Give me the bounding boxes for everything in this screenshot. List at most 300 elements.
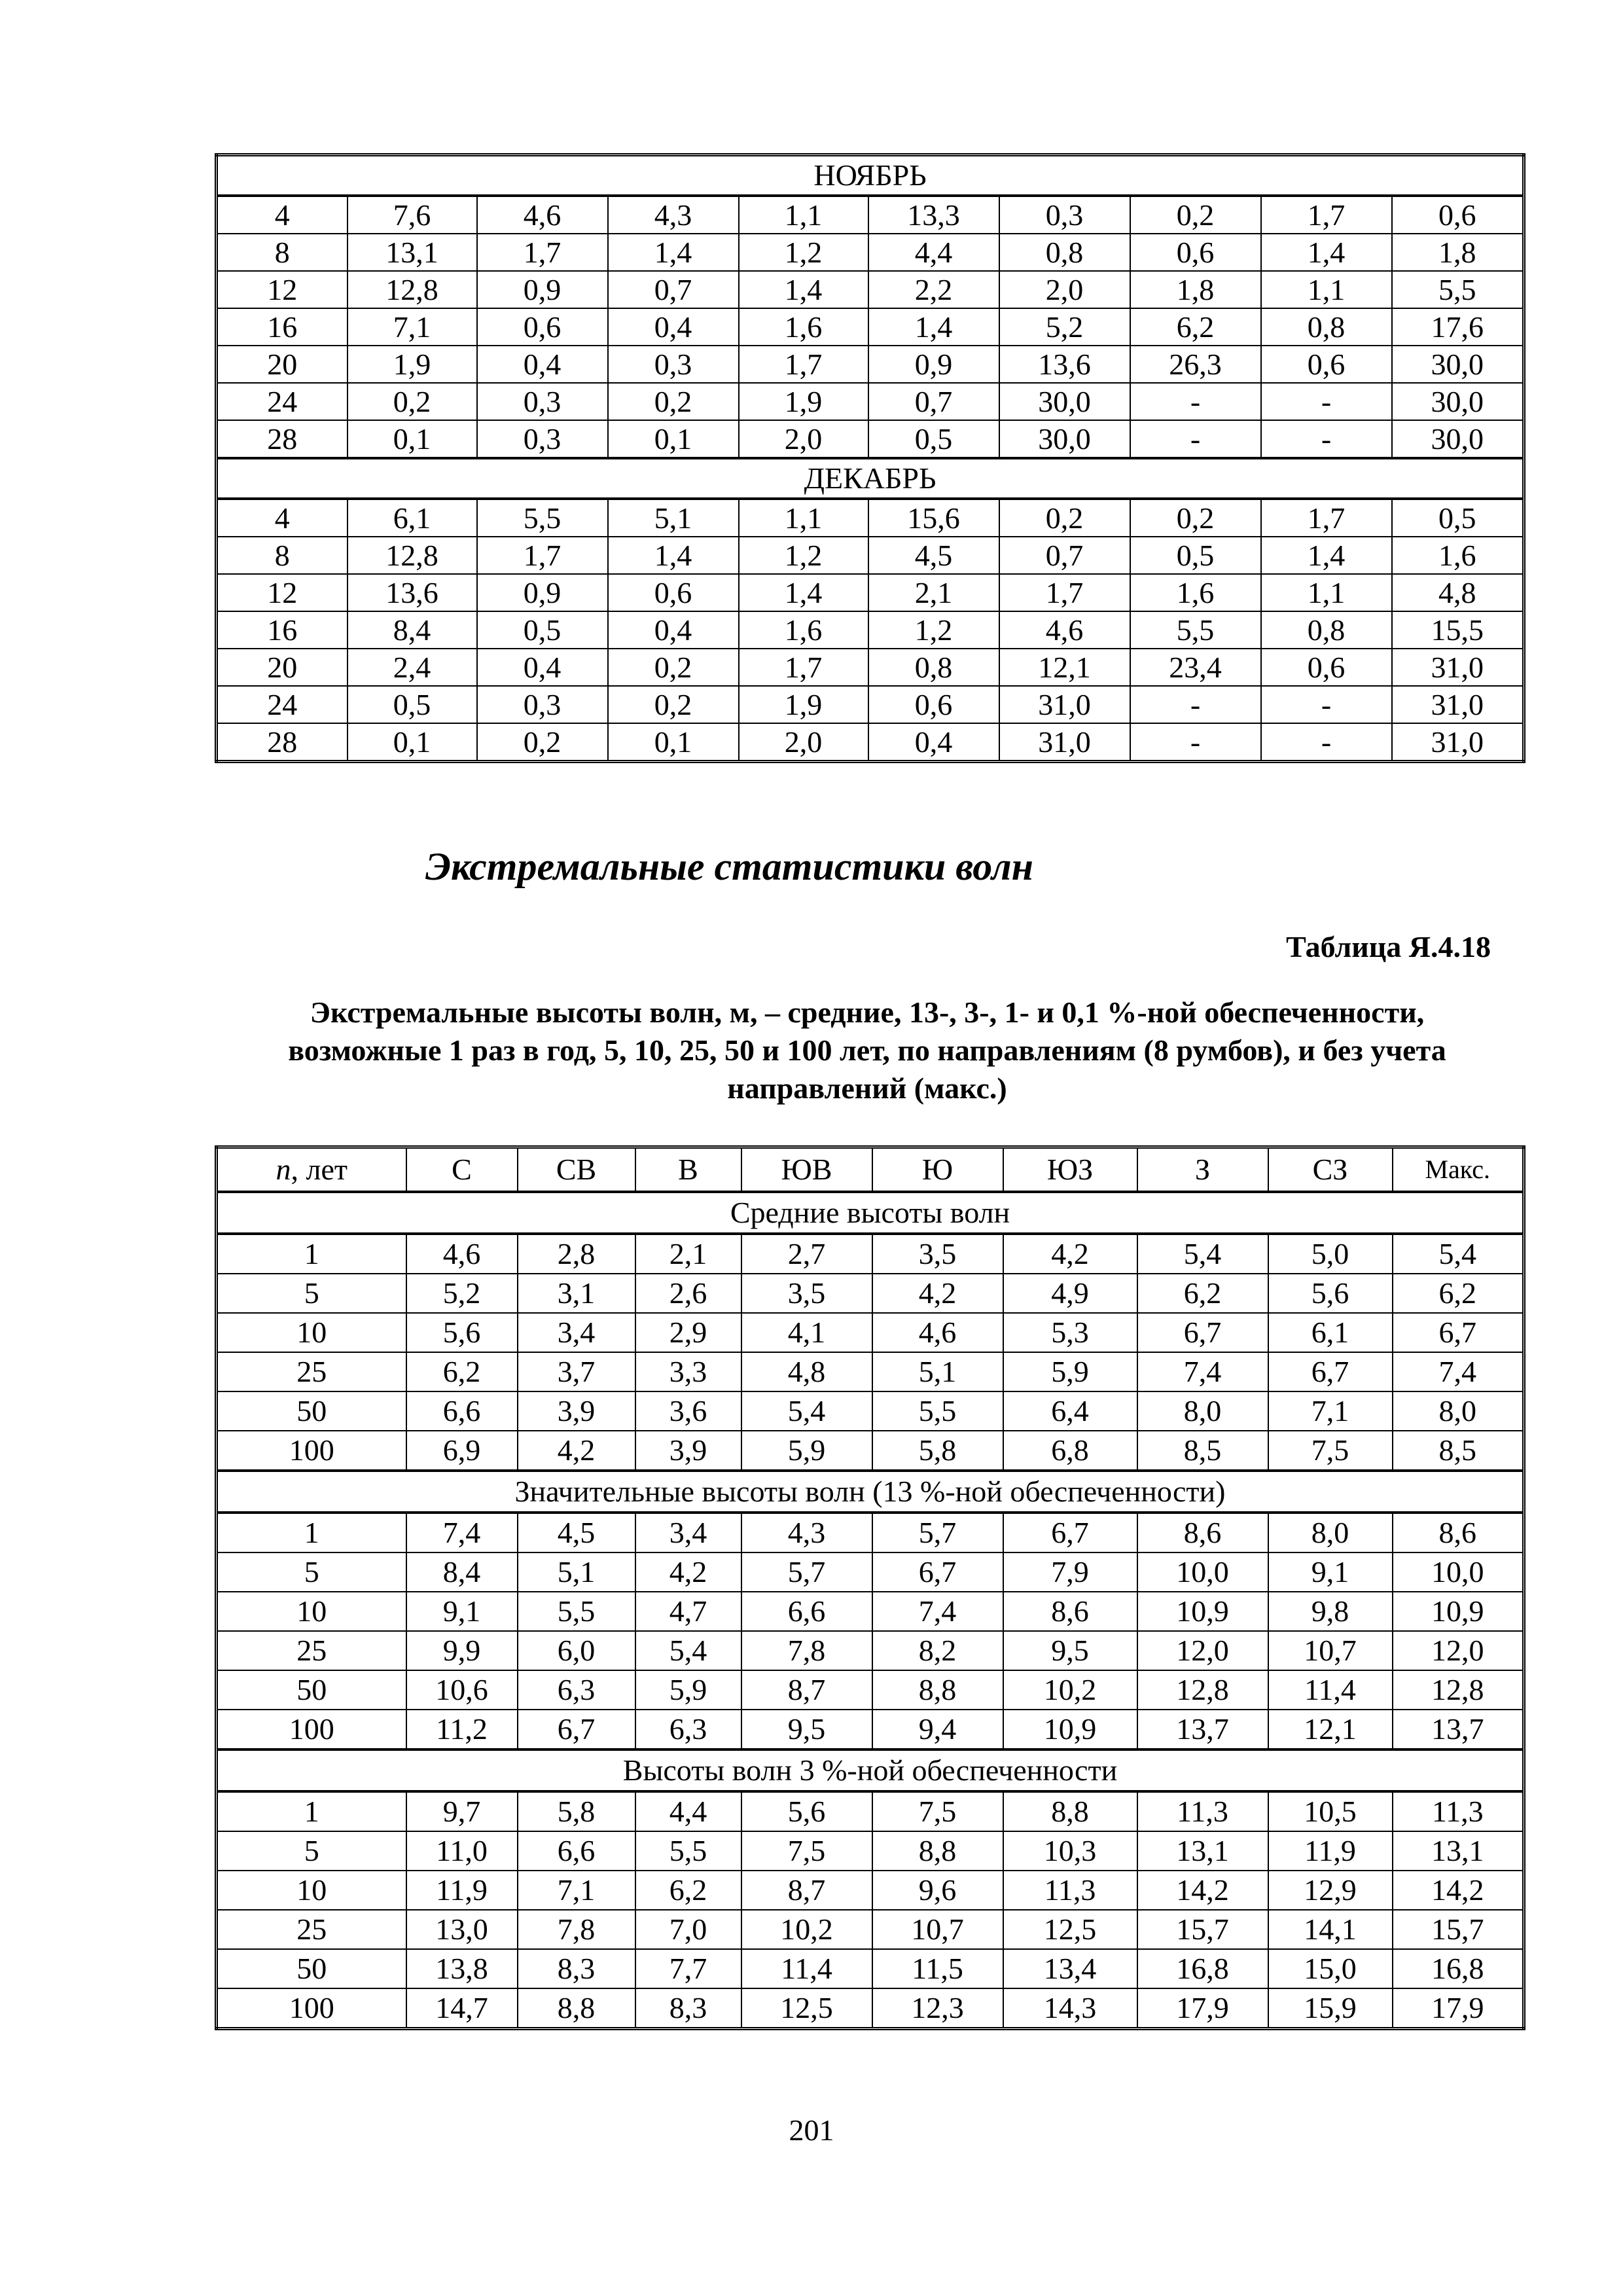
value-cell: 4,9 — [1003, 1274, 1137, 1313]
value-cell: 8,2 — [872, 1631, 1003, 1670]
value-cell: 0,5 — [477, 611, 608, 649]
value-cell: 14,2 — [1137, 1871, 1268, 1910]
value-cell: 0,1 — [608, 420, 739, 458]
row-label-cell: 25 — [217, 1631, 406, 1670]
value-cell: 7,9 — [1003, 1552, 1137, 1592]
value-cell: 0,5 — [348, 686, 477, 723]
value-cell: 12,8 — [348, 537, 477, 574]
table-row — [217, 499, 1524, 537]
value-cell: 4,2 — [518, 1431, 635, 1471]
value-cell: 0,6 — [608, 574, 739, 611]
value-cell: 0,3 — [477, 420, 608, 458]
value-cell: 1,9 — [348, 346, 477, 383]
value-cell: 10,9 — [1137, 1592, 1268, 1631]
row-label-cell: 100 — [217, 1988, 406, 2029]
value-cell: 4,3 — [741, 1513, 872, 1552]
value-cell: 2,0 — [739, 420, 868, 458]
value-cell: - — [1261, 420, 1392, 458]
section-title-row — [217, 458, 1524, 499]
value-cell: 3,5 — [741, 1274, 872, 1313]
row-label-cell: 12 — [217, 574, 348, 611]
header-col: Ю — [872, 1147, 1003, 1193]
value-cell: 6,1 — [1268, 1313, 1393, 1352]
value-cell: 0,4 — [477, 346, 608, 383]
value-cell: 0,2 — [999, 499, 1130, 537]
page-number: 201 — [789, 2113, 834, 2147]
table-row — [217, 1592, 1524, 1631]
value-cell: 8,6 — [1393, 1513, 1524, 1552]
value-cell: 1,1 — [739, 499, 868, 537]
value-cell: 0,8 — [1261, 308, 1392, 346]
value-cell: 0,2 — [608, 686, 739, 723]
value-cell: 4,6 — [999, 611, 1130, 649]
value-cell: 3,9 — [518, 1391, 635, 1431]
table-number: Таблица Я.4.18 — [1286, 930, 1491, 963]
row-label-cell: 28 — [217, 420, 348, 458]
value-cell: 6,7 — [1393, 1313, 1524, 1352]
value-cell: 11,9 — [1268, 1831, 1393, 1871]
value-cell: 0,9 — [477, 574, 608, 611]
value-cell: 11,3 — [1003, 1871, 1137, 1910]
row-label-cell: 10 — [217, 1592, 406, 1631]
value-cell: 1,4 — [608, 537, 739, 574]
value-cell: 1,4 — [1261, 234, 1392, 271]
value-cell: 13,1 — [1137, 1831, 1268, 1871]
value-cell: 7,0 — [635, 1910, 741, 1949]
row-label-cell: 1 — [217, 1513, 406, 1552]
table-row — [217, 234, 1524, 271]
value-cell: 2,9 — [635, 1313, 741, 1352]
value-cell: 13,6 — [999, 346, 1130, 383]
value-cell: 2,6 — [635, 1274, 741, 1313]
n-suffix: , лет — [291, 1153, 348, 1186]
value-cell: 0,1 — [348, 723, 477, 762]
value-cell: 2,1 — [635, 1234, 741, 1274]
value-cell: 4,6 — [406, 1234, 518, 1274]
value-cell: 1,7 — [739, 346, 868, 383]
value-cell: 3,6 — [635, 1391, 741, 1431]
value-cell: 11,5 — [872, 1949, 1003, 1988]
value-cell: 0,5 — [1130, 537, 1261, 574]
value-cell: 12,8 — [1137, 1670, 1268, 1710]
value-cell: 0,8 — [999, 234, 1130, 271]
value-cell: 1,7 — [999, 574, 1130, 611]
row-label-cell: 10 — [217, 1313, 406, 1352]
value-cell: 1,7 — [1261, 499, 1392, 537]
value-cell: 6,2 — [1130, 308, 1261, 346]
value-cell: - — [1261, 723, 1392, 762]
value-cell: 6,7 — [1137, 1313, 1268, 1352]
row-label-cell: 50 — [217, 1949, 406, 1988]
value-cell: 5,3 — [1003, 1313, 1137, 1352]
row-label-cell: 100 — [217, 1710, 406, 1749]
value-cell: 1,6 — [739, 611, 868, 649]
value-cell: 7,1 — [518, 1871, 635, 1910]
value-cell: 4,6 — [477, 196, 608, 234]
value-cell: 0,2 — [477, 723, 608, 762]
value-cell: 0,5 — [868, 420, 999, 458]
value-cell: 8,8 — [872, 1831, 1003, 1871]
value-cell: 2,4 — [348, 649, 477, 686]
value-cell: 1,7 — [739, 649, 868, 686]
value-cell: 0,8 — [1261, 611, 1392, 649]
value-cell: 10,0 — [1393, 1552, 1524, 1592]
row-label-cell: 4 — [217, 196, 348, 234]
value-cell: 3,9 — [635, 1431, 741, 1471]
caption-line: направлений (макс.) — [727, 1071, 1007, 1105]
header-col: С — [406, 1147, 518, 1193]
section-title: ДЕКАБРЬ — [217, 458, 1524, 499]
value-cell: 0,4 — [608, 308, 739, 346]
value-cell: 8,7 — [741, 1670, 872, 1710]
value-cell: 5,7 — [741, 1552, 872, 1592]
value-cell: 0,6 — [477, 308, 608, 346]
row-label-cell: 25 — [217, 1910, 406, 1949]
value-cell: 0,1 — [608, 723, 739, 762]
value-cell: 15,5 — [1392, 611, 1524, 649]
value-cell: 0,6 — [1130, 234, 1261, 271]
table-row — [217, 1710, 1524, 1749]
value-cell: 1,2 — [868, 611, 999, 649]
section-title-row — [217, 1749, 1524, 1791]
value-cell: 11,4 — [1268, 1670, 1393, 1710]
value-cell: 13,7 — [1393, 1710, 1524, 1749]
value-cell: 31,0 — [1392, 686, 1524, 723]
value-cell: 23,4 — [1130, 649, 1261, 686]
value-cell: 9,8 — [1268, 1592, 1393, 1631]
header-col: ЮЗ — [1003, 1147, 1137, 1193]
table-row — [217, 1949, 1524, 1988]
table-row — [217, 1871, 1524, 1910]
table-row — [217, 537, 1524, 574]
value-cell: 0,1 — [348, 420, 477, 458]
value-cell: 15,0 — [1268, 1949, 1393, 1988]
row-label-cell: 20 — [217, 649, 348, 686]
value-cell: 5,9 — [741, 1431, 872, 1471]
value-cell: 5,8 — [872, 1431, 1003, 1471]
value-cell: 1,4 — [739, 574, 868, 611]
value-cell: 9,5 — [1003, 1631, 1137, 1670]
value-cell: 11,3 — [1393, 1791, 1524, 1831]
table-row — [217, 383, 1524, 420]
value-cell: 1,1 — [739, 196, 868, 234]
value-cell: 3,4 — [635, 1513, 741, 1552]
table-row — [217, 1791, 1524, 1831]
value-cell: 13,4 — [1003, 1949, 1137, 1988]
value-cell: 10,6 — [406, 1670, 518, 1710]
value-cell: 5,5 — [1130, 611, 1261, 649]
value-cell: 4,6 — [872, 1313, 1003, 1352]
value-cell: 6,0 — [518, 1631, 635, 1670]
value-cell: 13,1 — [1393, 1831, 1524, 1871]
value-cell: 1,4 — [739, 271, 868, 308]
value-cell: 9,9 — [406, 1631, 518, 1670]
value-cell: 0,8 — [868, 649, 999, 686]
value-cell: 5,5 — [872, 1391, 1003, 1431]
value-cell: 17,9 — [1393, 1988, 1524, 2029]
value-cell: 0,7 — [608, 271, 739, 308]
value-cell: 10,3 — [1003, 1831, 1137, 1871]
value-cell: 7,4 — [1137, 1352, 1268, 1391]
value-cell: 15,7 — [1393, 1910, 1524, 1949]
value-cell: 14,1 — [1268, 1910, 1393, 1949]
value-cell: 15,9 — [1268, 1988, 1393, 2029]
value-cell: 7,5 — [872, 1791, 1003, 1831]
value-cell: 10,7 — [872, 1910, 1003, 1949]
table-row — [217, 1831, 1524, 1871]
section-title: Высоты волн 3 %-ной обеспеченности — [217, 1749, 1524, 1791]
value-cell: 4,8 — [741, 1352, 872, 1391]
value-cell: 4,2 — [635, 1552, 741, 1592]
value-cell: 5,5 — [1392, 271, 1524, 308]
value-cell: 8,0 — [1393, 1391, 1524, 1431]
value-cell: 7,8 — [518, 1910, 635, 1949]
value-cell: 10,7 — [1268, 1631, 1393, 1670]
row-label-cell: 24 — [217, 686, 348, 723]
value-cell: 11,2 — [406, 1710, 518, 1749]
table-row — [217, 1631, 1524, 1670]
value-cell: - — [1130, 383, 1261, 420]
section-title-row — [217, 1471, 1524, 1513]
value-cell: 17,9 — [1137, 1988, 1268, 2029]
value-cell: 8,3 — [635, 1988, 741, 2029]
value-cell: 3,3 — [635, 1352, 741, 1391]
value-cell: 6,3 — [635, 1710, 741, 1749]
value-cell: 4,3 — [608, 196, 739, 234]
value-cell: 12,1 — [999, 649, 1130, 686]
table-row — [217, 1910, 1524, 1949]
value-cell: 1,2 — [739, 537, 868, 574]
table-row — [217, 649, 1524, 686]
value-cell: 0,4 — [608, 611, 739, 649]
value-cell: 0,2 — [608, 649, 739, 686]
value-cell: 26,3 — [1130, 346, 1261, 383]
value-cell: 8,8 — [1003, 1791, 1137, 1831]
value-cell: 17,6 — [1392, 308, 1524, 346]
value-cell: 30,0 — [1392, 383, 1524, 420]
value-cell: 8,8 — [872, 1670, 1003, 1710]
value-cell: 11,9 — [406, 1871, 518, 1910]
value-cell: 16,8 — [1393, 1949, 1524, 1988]
table-row — [217, 1274, 1524, 1313]
value-cell: 4,4 — [868, 234, 999, 271]
value-cell: 7,7 — [635, 1949, 741, 1988]
value-cell: 0,6 — [868, 686, 999, 723]
value-cell: 1,8 — [1392, 234, 1524, 271]
value-cell: 6,7 — [518, 1710, 635, 1749]
row-label-cell: 16 — [217, 308, 348, 346]
row-label-cell: 10 — [217, 1871, 406, 1910]
value-cell: 8,3 — [518, 1949, 635, 1988]
header-n-years — [217, 1147, 406, 1193]
value-cell: 12,5 — [741, 1988, 872, 2029]
value-cell: 5,0 — [1268, 1234, 1393, 1274]
monthly-wave-table — [215, 153, 1525, 763]
row-label-cell: 5 — [217, 1552, 406, 1592]
n-symbol: n — [276, 1153, 291, 1186]
row-label-cell: 1 — [217, 1791, 406, 1831]
value-cell: 1,6 — [1392, 537, 1524, 574]
value-cell: 1,8 — [1130, 271, 1261, 308]
value-cell: 4,8 — [1392, 574, 1524, 611]
value-cell: 5,9 — [635, 1670, 741, 1710]
value-cell: 6,7 — [872, 1552, 1003, 1592]
table-row — [217, 420, 1524, 458]
value-cell: 9,7 — [406, 1791, 518, 1831]
caption-line: Экстремальные высоты волн, м, – средние, 13-, 3-, 1- и 0,1 %-ной обеспеченности, — [310, 996, 1425, 1029]
value-cell: 0,2 — [1130, 196, 1261, 234]
value-cell: 4,5 — [868, 537, 999, 574]
value-cell: 6,6 — [518, 1831, 635, 1871]
value-cell: 9,1 — [1268, 1552, 1393, 1592]
value-cell: 6,2 — [635, 1871, 741, 1910]
value-cell: 5,6 — [1268, 1274, 1393, 1313]
value-cell: - — [1130, 723, 1261, 762]
row-label-cell: 5 — [217, 1831, 406, 1871]
value-cell: 0,3 — [477, 686, 608, 723]
value-cell: 0,2 — [1130, 499, 1261, 537]
section-title-row — [217, 1192, 1524, 1234]
value-cell: 12,8 — [348, 271, 477, 308]
section-heading: Экстремальные статистики волн — [425, 845, 1033, 888]
table-row — [217, 686, 1524, 723]
table-row — [217, 1352, 1524, 1391]
header-col: СВ — [518, 1147, 635, 1193]
value-cell: 4,2 — [872, 1274, 1003, 1313]
value-cell: 7,4 — [1393, 1352, 1524, 1391]
value-cell: 7,1 — [348, 308, 477, 346]
value-cell: 7,1 — [1268, 1391, 1393, 1431]
value-cell: 13,3 — [868, 196, 999, 234]
value-cell: 1,7 — [477, 234, 608, 271]
value-cell: 0,5 — [1392, 499, 1524, 537]
value-cell: 9,6 — [872, 1871, 1003, 1910]
value-cell: 8,4 — [348, 611, 477, 649]
value-cell: 1,6 — [1130, 574, 1261, 611]
value-cell: 5,2 — [999, 308, 1130, 346]
value-cell: 3,4 — [518, 1313, 635, 1352]
value-cell: 10,5 — [1268, 1791, 1393, 1831]
value-cell: 30,0 — [999, 420, 1130, 458]
value-cell: 12,5 — [1003, 1910, 1137, 1949]
value-cell: 1,6 — [739, 308, 868, 346]
value-cell: 5,9 — [1003, 1352, 1137, 1391]
table-row — [217, 1234, 1524, 1274]
value-cell: 7,5 — [741, 1831, 872, 1871]
value-cell: 14,7 — [406, 1988, 518, 2029]
value-cell: 9,5 — [741, 1710, 872, 1749]
row-label-cell: 4 — [217, 499, 348, 537]
table-header-row — [217, 1147, 1524, 1193]
value-cell: 0,9 — [868, 346, 999, 383]
value-cell: 8,6 — [1137, 1513, 1268, 1552]
value-cell: 12,8 — [1393, 1670, 1524, 1710]
value-cell: 10,2 — [1003, 1670, 1137, 1710]
value-cell: 8,5 — [1137, 1431, 1268, 1471]
value-cell: 2,7 — [741, 1234, 872, 1274]
value-cell: 0,9 — [477, 271, 608, 308]
value-cell: 5,2 — [406, 1274, 518, 1313]
value-cell: - — [1130, 420, 1261, 458]
value-cell: 1,4 — [608, 234, 739, 271]
value-cell: 0,3 — [999, 196, 1130, 234]
value-cell: 3,1 — [518, 1274, 635, 1313]
value-cell: 13,8 — [406, 1949, 518, 1988]
row-label-cell: 50 — [217, 1670, 406, 1710]
row-label-cell: 16 — [217, 611, 348, 649]
value-cell: 10,9 — [1003, 1710, 1137, 1749]
value-cell: 5,5 — [477, 499, 608, 537]
value-cell: 31,0 — [1392, 723, 1524, 762]
value-cell: 3,7 — [518, 1352, 635, 1391]
value-cell: 5,4 — [1137, 1234, 1268, 1274]
row-label-cell: 28 — [217, 723, 348, 762]
value-cell: 15,6 — [868, 499, 999, 537]
value-cell: 7,8 — [741, 1631, 872, 1670]
row-label-cell: 5 — [217, 1274, 406, 1313]
value-cell: 8,5 — [1393, 1431, 1524, 1471]
section-title: Значительные высоты волн (13 %-ной обеспеченности) — [217, 1471, 1524, 1513]
value-cell: - — [1261, 686, 1392, 723]
value-cell: 16,8 — [1137, 1949, 1268, 1988]
table-row — [217, 1988, 1524, 2029]
value-cell: 1,7 — [1261, 196, 1392, 234]
value-cell: 1,1 — [1261, 574, 1392, 611]
value-cell: 0,6 — [1261, 649, 1392, 686]
value-cell: 4,7 — [635, 1592, 741, 1631]
value-cell: 30,0 — [1392, 420, 1524, 458]
value-cell: 5,7 — [872, 1513, 1003, 1552]
value-cell: 6,4 — [1003, 1391, 1137, 1431]
table-row — [217, 1431, 1524, 1471]
value-cell: 8,8 — [518, 1988, 635, 2029]
value-cell: 1,1 — [1261, 271, 1392, 308]
value-cell: 5,8 — [518, 1791, 635, 1831]
value-cell: 11,3 — [1137, 1791, 1268, 1831]
value-cell: 31,0 — [999, 723, 1130, 762]
value-cell: 5,1 — [872, 1352, 1003, 1391]
value-cell: 2,0 — [999, 271, 1130, 308]
table-row — [217, 1552, 1524, 1592]
value-cell: 10,2 — [741, 1910, 872, 1949]
value-cell: 6,9 — [406, 1431, 518, 1471]
value-cell: 4,5 — [518, 1513, 635, 1552]
row-label-cell: 8 — [217, 234, 348, 271]
value-cell: 14,3 — [1003, 1988, 1137, 2029]
section-title-row — [217, 155, 1524, 196]
header-col: В — [635, 1147, 741, 1193]
value-cell: 5,1 — [608, 499, 739, 537]
header-col: Макс. — [1393, 1147, 1524, 1193]
value-cell: 6,8 — [1003, 1431, 1137, 1471]
table-row — [217, 1670, 1524, 1710]
value-cell: 12,9 — [1268, 1871, 1393, 1910]
value-cell: 6,2 — [406, 1352, 518, 1391]
table-row — [217, 574, 1524, 611]
value-cell: 5,1 — [518, 1552, 635, 1592]
value-cell: 2,8 — [518, 1234, 635, 1274]
value-cell: 5,6 — [741, 1791, 872, 1831]
value-cell: 6,6 — [741, 1592, 872, 1631]
value-cell: 13,6 — [348, 574, 477, 611]
value-cell: 6,2 — [1137, 1274, 1268, 1313]
value-cell: 9,4 — [872, 1710, 1003, 1749]
value-cell: 5,4 — [635, 1631, 741, 1670]
table-row — [217, 723, 1524, 762]
table-row — [217, 196, 1524, 234]
value-cell: 10,0 — [1137, 1552, 1268, 1592]
value-cell: 0,6 — [1261, 346, 1392, 383]
